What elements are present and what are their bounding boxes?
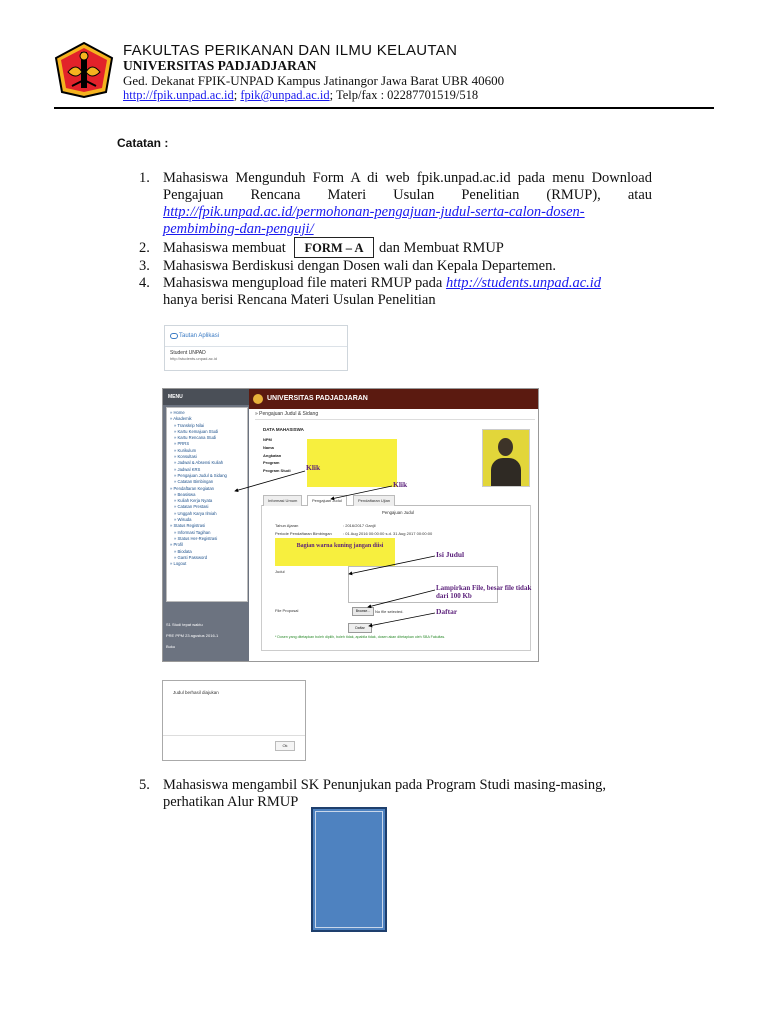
shortcut-item[interactable]: Buku [166, 644, 176, 649]
section-title: DATA MAHASISWA [263, 427, 304, 432]
menu-item[interactable]: » Transkrip Nilai [174, 422, 205, 428]
step-1-line: Pengajuan Rencana Materi Usulan Penelitian (RMUP), atau [163, 187, 652, 203]
tautan-aplikasi-screenshot [164, 325, 348, 371]
shortcut-item[interactable]: S1 Studi tepat waktu [166, 622, 203, 627]
menu-item[interactable]: » Home [170, 410, 185, 415]
contact-line [123, 88, 478, 103]
menu-header: MENU [163, 389, 249, 405]
notes-title: Catatan : [117, 136, 169, 150]
menu-item[interactable]: » Wisuda [174, 517, 192, 523]
menu-item[interactable]: » Akademik [170, 416, 192, 422]
header-divider [54, 107, 714, 109]
form-download-link[interactable]: http://fpik.unpad.ac.id/permohonan-pengajuan-judul-serta-calon-dosen- [163, 204, 585, 220]
data-label: Program Studi [263, 468, 291, 474]
field-value: : 2016/2017 Ganjil [343, 523, 376, 528]
step-number: 1. [139, 170, 150, 186]
data-label: NPM [263, 437, 272, 442]
tab-pendaftaran-ujian[interactable]: Pendaftaran Ujian [353, 495, 395, 506]
menu-item[interactable]: » Status Registrasi [170, 523, 206, 529]
step-1-line: Mahasiswa Mengunduh Form A di web fpik.unpad.ac.id pada menu Download [163, 170, 652, 186]
menu-item[interactable]: » Kartu Rencana Studi [174, 435, 217, 441]
menu-item[interactable]: » Profil [170, 542, 184, 548]
dialog-message: Judul berhasil diajukan [173, 690, 219, 695]
browse-button[interactable]: Browse... [352, 607, 374, 616]
annotation-arrows [163, 389, 539, 662]
footnote: * Dosen yang ditetapkan boleh dipilih, boleh tidak, apabila tidak, dosen akan ditetapkan oleh SBA Fakultas. [275, 635, 446, 639]
menu-item[interactable]: » Unggah Karya Ilmiah [174, 510, 217, 516]
step-2-pre: Mahasiswa membuat [163, 240, 286, 256]
menu-item[interactable]: » Pendaftaran Kegiatan [170, 485, 215, 491]
menu-item[interactable]: » Kuliah Kerja Nyata [174, 498, 213, 504]
portal-screenshot [162, 388, 539, 662]
university-name: UNIVERSITAS PADJADJARAN [123, 58, 317, 73]
data-label: Angkatan [263, 452, 282, 458]
step-3: Mahasiswa Berdiskusi dengan Dosen wali dan Kepala Departemen. [163, 258, 556, 274]
menu-item[interactable]: » Informasi Tagihan [174, 529, 211, 535]
separator: ; [233, 88, 238, 102]
annotation-daftar: Daftar [436, 607, 458, 616]
menu-item[interactable]: » Catatan Prestasi [174, 504, 209, 510]
step-number: 4. [139, 275, 150, 291]
menu-item[interactable]: » Status Her-Registrasi [174, 535, 218, 541]
menu-item[interactable]: » Kartu Kemajuan Studi [174, 428, 219, 434]
email-link[interactable]: fpik@unpad.ac.id [240, 88, 330, 102]
address: Ged. Dekanat FPIK-UNPAD Kampus Jatinangor Jawa Barat UBR 40600 [123, 73, 505, 88]
field-value: : 01 Aug 2016 00:00:00 s.d. 31 Aug 2017 00:00:00 [343, 531, 433, 536]
menu-item[interactable]: » Beasiswa [174, 491, 196, 497]
breadcrumb: » Pengajuan Judul & Sidang [255, 411, 319, 417]
menu-item[interactable]: » Logout [170, 561, 187, 567]
step-4-text: Mahasiswa mengupload file materi RMUP pada [163, 275, 443, 291]
tautan-header [165, 326, 347, 347]
annotation-klik: Klik [306, 463, 321, 472]
menu-item[interactable]: » Kurikulum [174, 447, 197, 453]
step-2-post: dan Membuat RMUP [379, 240, 504, 256]
form-title: Pengajuan Judul [381, 510, 414, 515]
phone: ; Telp/fax : 02287701519/518 [329, 88, 479, 102]
menu-item[interactable]: » Catatan Bimbingan [174, 479, 214, 485]
no-file-text: No file selected. [375, 609, 404, 614]
dialog-divider [163, 735, 305, 736]
ok-button[interactable]: Ok [275, 741, 295, 751]
field-label: Periode Pendaftaran Bimbingan [275, 531, 332, 536]
students-portal-link[interactable]: http://students.unpad.ac.id [445, 275, 602, 291]
data-label: Program [263, 460, 280, 466]
tautan-title: Tautan Aplikasi [179, 333, 220, 339]
step-number: 3. [139, 258, 150, 274]
menu-item[interactable]: » Konsultasi [174, 454, 197, 460]
field-label: File Proposal [275, 608, 299, 613]
annotation-klik: Klik [393, 480, 408, 489]
form-download-link-cont[interactable]: pembimbing-dan-penguji/ [163, 221, 314, 237]
menu-item[interactable]: » Biodata [174, 548, 192, 554]
tautan-url: http://students.unpad.ac.id [170, 356, 217, 361]
faculty-logo [54, 42, 114, 98]
form-a-box: FORM – A [294, 237, 374, 258]
menu-item[interactable]: » Jadwal & Absensi Kuliah [174, 460, 224, 466]
field-label: Tahun Ajaran [275, 523, 299, 528]
alur-rmup-image [311, 807, 387, 932]
step-4-line [163, 275, 601, 292]
link-icon [170, 333, 178, 339]
tab-informasi-umum[interactable]: Informasi Umum [263, 495, 302, 506]
tautan-item[interactable]: Student UNPAD [170, 350, 206, 356]
data-label: Nama [263, 444, 274, 450]
menu-item[interactable]: » Pengajuan Judul & Sidang [174, 472, 227, 478]
step-5-line2: perhatikan Alur RMUP [163, 794, 299, 810]
website-link[interactable]: http://fpik.unpad.ac.id [123, 88, 234, 102]
step-4-line2: hanya berisi Rencana Materi Usulan Penelitian [163, 292, 436, 308]
field-label: Judul [275, 569, 285, 574]
step-number: 2. [139, 240, 150, 256]
tab-pengajuan-judul[interactable]: Pengajuan Judul [307, 495, 347, 506]
shortcut-item[interactable]: PRE PPM 23 agustus 2016-1 [166, 633, 219, 638]
faculty-name: FAKULTAS PERIKANAN DAN ILMU KELAUTAN [123, 42, 458, 59]
menu-item[interactable]: » Jadwal KRS [174, 466, 201, 472]
annotation-kuning: Bagian warna kuning jangan diisi [296, 543, 384, 549]
step-5-line: Mahasiswa mengambil SK Penunjukan pada Program Studi masing-masing, [163, 777, 607, 793]
daftar-button[interactable]: Daftar [348, 623, 372, 633]
step-1 [163, 170, 652, 238]
annotation-lampiran: Lampirkan File, besar file tidak dari 100 Kb [436, 584, 532, 600]
annotation-isi-judul: Isi Judul [436, 550, 465, 559]
menu-item[interactable]: » Ganti Password [174, 554, 208, 560]
step-number: 5. [139, 777, 150, 793]
menu-item[interactable]: » PRRS [174, 441, 190, 447]
portal-topbar: UNIVERSITAS PADJADJARAN [249, 389, 539, 409]
success-dialog-screenshot [162, 680, 306, 761]
